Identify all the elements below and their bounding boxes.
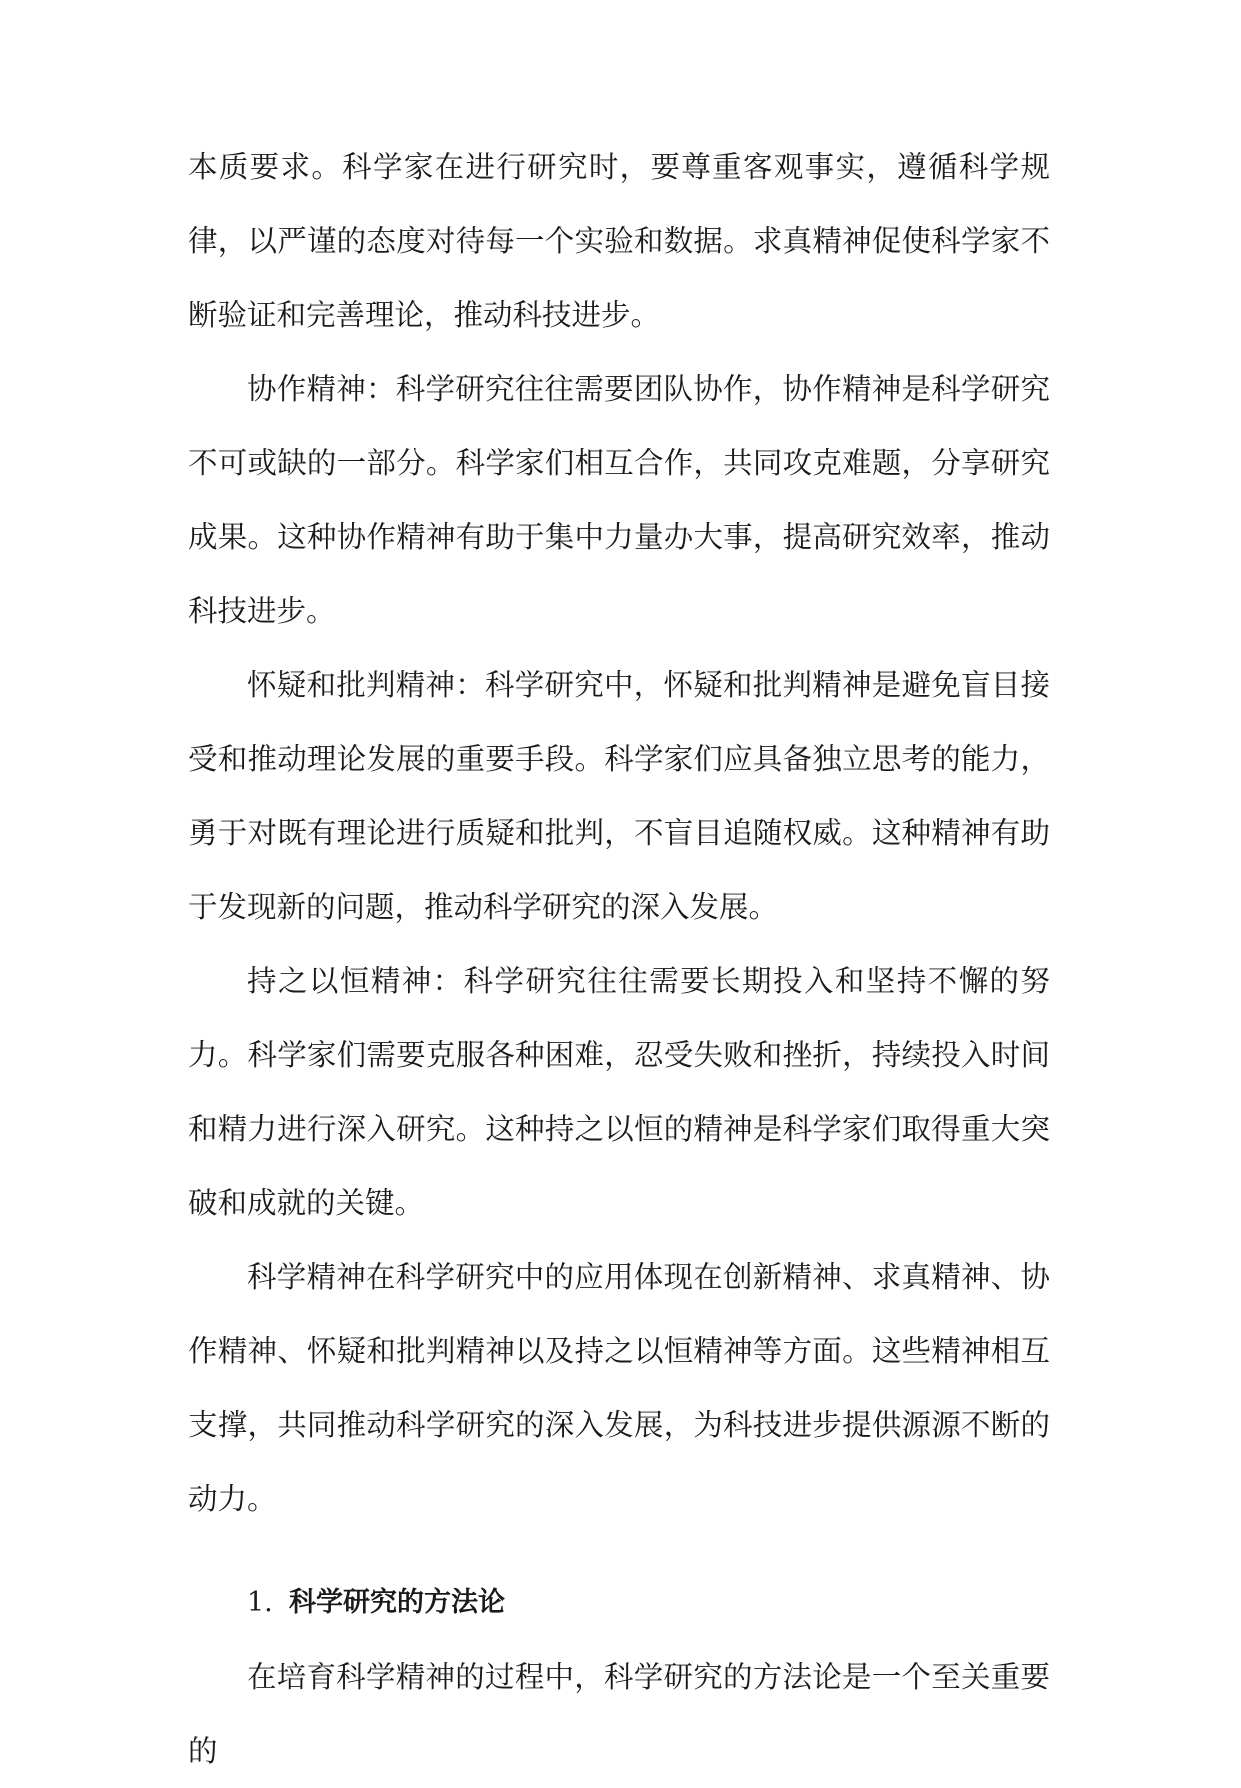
paragraph-perseverance-spirit: 持之以恒精神：科学研究往往需要长期投入和坚持不懈的努力。科学家们需要克服各种困难，忍受失败和挫折，持续投入时间和精力进行深入研究。这种持之以恒的精神是科学家们取得重大突破和成就的关键。 [188, 964, 1050, 1220]
paragraph-continuation: 本质要求。科学家在进行研究时，要尊重客观事实，遵循科学规律，以严谨的态度对待每一个实验和数据。求真精神促使科学家不断验证和完善理论，推动科技进步。 [188, 150, 1050, 332]
paragraph-methodology-intro: 在培育科学精神的过程中，科学研究的方法论是一个至关重要的 [188, 1660, 1050, 1768]
section-heading [188, 1536, 1050, 1640]
section-title: 科学研究的方法论 [289, 1587, 505, 1618]
paragraph-summary: 科学精神在科学研究中的应用体现在创新精神、求真精神、协作精神、怀疑和批判精神以及持之以恒精神等方面。这些精神相互支撑，共同推动科学研究的深入发展，为科技进步提供源源不断的动力。 [188, 1260, 1050, 1516]
paragraph-collaboration-spirit: 协作精神：科学研究往往需要团队协作，协作精神是科学研究不可或缺的一部分。科学家们相互合作，共同攻克难题，分享研究成果。这种协作精神有助于集中力量办大事，提高研究效率，推动科技进步。 [188, 372, 1050, 628]
document-body [188, 130, 1050, 1788]
section-number: 1. [247, 1587, 273, 1618]
paragraph-skepticism-spirit: 怀疑和批判精神：科学研究中，怀疑和批判精神是避免盲目接受和推动理论发展的重要手段。科学家们应具备独立思考的能力，勇于对既有理论进行质疑和批判，不盲目追随权威。这种精神有助于发现新的问题，推动科学研究的深入发展。 [188, 668, 1050, 924]
